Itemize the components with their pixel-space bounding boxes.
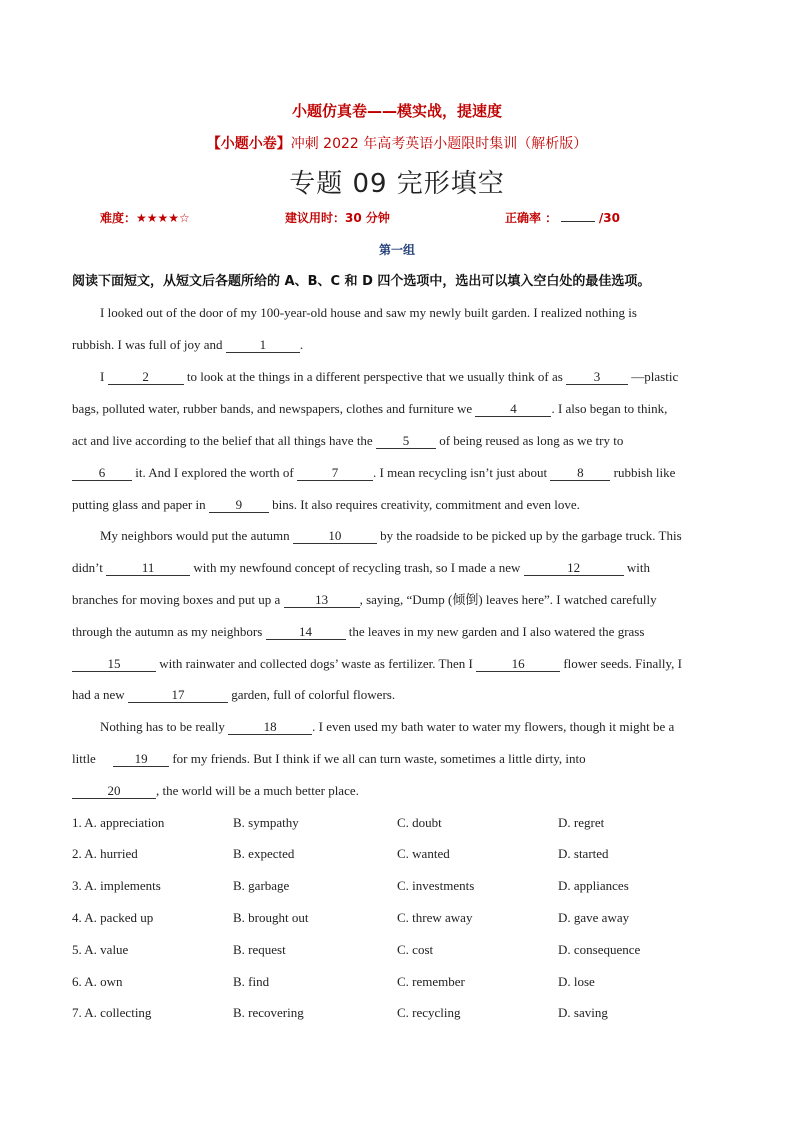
passage-text: didn’t	[72, 560, 107, 575]
exam-tag: 【小题小卷】	[206, 136, 291, 152]
blank-18[interactable]: 18	[228, 720, 312, 735]
blank-10[interactable]: 10	[293, 529, 377, 544]
blank-1[interactable]: 1	[226, 338, 300, 353]
passage-line	[72, 465, 722, 481]
passage-text: to look at the things in a different perspective that we usually think of as	[183, 369, 567, 384]
option-b[interactable]: B. brought out	[233, 910, 309, 925]
passage-text: , the world will be a much better place.	[156, 783, 359, 798]
passage-line	[72, 783, 722, 799]
group-title: 第一组	[378, 243, 415, 257]
passage-text: —plastic	[628, 369, 679, 384]
option-c[interactable]: C. remember	[397, 974, 465, 989]
blank-2[interactable]: 2	[108, 370, 184, 385]
exam-series-title: 小题仿真卷——模实战，提速度	[291, 102, 502, 120]
passage-text: rubbish like	[610, 465, 676, 480]
difficulty-label: 难度：	[100, 211, 137, 225]
option-a[interactable]: 5. A. value	[72, 942, 129, 957]
blank-3[interactable]: 3	[566, 370, 628, 385]
blank-14[interactable]: 14	[266, 625, 346, 640]
passage-text: . I even used my bath water to water my flowers, though it might be a	[312, 719, 675, 734]
passage-line	[72, 624, 722, 640]
option-c[interactable]: C. wanted	[397, 846, 450, 861]
passage-text: with	[623, 560, 651, 575]
option-b[interactable]: B. request	[233, 942, 286, 957]
passage-text: .	[299, 337, 304, 352]
exam-subtitle	[0, 133, 794, 153]
blank-7[interactable]: 7	[297, 466, 373, 481]
passage-text: through the autumn as my neighbors	[72, 624, 266, 639]
option-c[interactable]: C. doubt	[397, 815, 442, 830]
blank-13[interactable]: 13	[284, 593, 360, 608]
passage-line	[72, 751, 722, 767]
option-d[interactable]: D. appliances	[558, 878, 629, 893]
passage-line	[100, 528, 750, 544]
option-b[interactable]: B. find	[233, 974, 270, 989]
option-b[interactable]: B. expected	[233, 846, 295, 861]
passage-line	[72, 401, 722, 417]
passage-text: . I mean recycling isn’t just about	[373, 465, 551, 480]
passage-line	[72, 337, 722, 353]
blank-15[interactable]: 15	[72, 657, 156, 672]
accuracy-label: 正确率 ：	[505, 211, 558, 225]
topic-title: 专题 09 完形填空	[289, 169, 505, 199]
passage-line	[72, 433, 722, 449]
option-a[interactable]: 2. A. hurried	[72, 846, 138, 861]
passage-text: bags, polluted water, rubber bands, and newspapers, clothes and furniture we	[72, 401, 476, 416]
passage-line	[100, 305, 750, 321]
passage-text: My neighbors would put the autumn	[100, 528, 293, 543]
passage-line	[72, 687, 722, 703]
passage-line	[100, 369, 750, 385]
option-d[interactable]: D. regret	[558, 815, 605, 830]
passage-text: with my newfound concept of recycling trash, so I made a new	[190, 560, 524, 575]
difficulty-stars: ★★★★☆	[136, 211, 190, 225]
time-value: 30 分钟	[345, 211, 390, 225]
blank-6[interactable]: 6	[72, 466, 132, 481]
option-c[interactable]: C. threw away	[397, 910, 473, 925]
passage-text: I looked out of the door of my 100-year-old house and saw my newly built garden. I realized nothing is	[100, 305, 637, 320]
passage-line	[100, 719, 750, 735]
blank-20[interactable]: 20	[72, 784, 156, 799]
passage-text: with rainwater and collected dogs’ waste as fertilizer. Then I	[156, 656, 477, 671]
time-label: 建议用时：	[285, 211, 346, 225]
passage-text: little	[72, 751, 100, 766]
difficulty-meta	[100, 209, 190, 226]
passage-text: Nothing has to be really	[100, 719, 229, 734]
option-a[interactable]: 4. A. packed up	[72, 910, 154, 925]
passage-text: putting glass and paper in	[72, 497, 209, 512]
passage-text: garden, full of colorful flowers.	[227, 687, 396, 702]
option-d[interactable]: D. started	[558, 846, 609, 861]
option-c[interactable]: C. cost	[397, 942, 434, 957]
option-a[interactable]: 7. A. collecting	[72, 1005, 152, 1020]
passage-text: rubbish. I was full of joy and	[72, 337, 226, 352]
accuracy-meta	[505, 209, 620, 226]
passage-text: . I also began to think,	[551, 401, 668, 416]
passage-text: , saying, “Dump (倾倒) leaves here”. I watched carefully	[359, 592, 657, 607]
passage-text: branches for moving boxes and put up a	[72, 592, 284, 607]
option-b[interactable]: B. sympathy	[233, 815, 299, 830]
blank-4[interactable]: 4	[475, 402, 551, 417]
instructions: 阅读下面短文，从短文后各题所给的 A、B、C 和 D 四个选项中，选出可以填入空白处的最佳选项。	[72, 274, 651, 289]
time-meta	[285, 209, 390, 226]
passage-line	[72, 592, 722, 608]
exam-subtitle-text: 冲刺 2022 年高考英语小题限时集训（解析版）	[290, 136, 588, 152]
blank-11[interactable]: 11	[106, 561, 190, 576]
passage-line	[72, 656, 722, 672]
blank-9[interactable]: 9	[209, 498, 269, 513]
passage-line	[72, 560, 722, 576]
passage-text: by the roadside to be picked up by the garbage truck. This	[376, 528, 682, 543]
option-a[interactable]: 3. A. implements	[72, 878, 161, 893]
passage-text: of being reused as long as we try to	[435, 433, 624, 448]
option-d[interactable]: D. gave away	[558, 910, 630, 925]
option-d[interactable]: D. consequence	[558, 942, 641, 957]
passage-text: bins. It also requires creativity, commitment and even love.	[268, 497, 580, 512]
option-b[interactable]: B. recovering	[233, 1005, 304, 1020]
blank-8[interactable]: 8	[550, 466, 610, 481]
passage-text: had a new	[72, 687, 128, 702]
option-c[interactable]: C. recycling	[397, 1005, 461, 1020]
option-c[interactable]: C. investments	[397, 878, 475, 893]
passage-text: flower seeds. Finally, I	[560, 656, 682, 671]
option-a[interactable]: 6. A. own	[72, 974, 123, 989]
blank-17[interactable]: 17	[128, 688, 228, 703]
option-b[interactable]: B. garbage	[233, 878, 290, 893]
passage-text: I	[100, 369, 108, 384]
passage-text: it. And I explored the worth of	[132, 465, 297, 480]
option-d[interactable]: D. lose	[558, 974, 595, 989]
blank-19[interactable]: 19	[113, 752, 169, 767]
option-a[interactable]: 1. A. appreciation	[72, 815, 165, 830]
passage-text: the leaves in my new garden and I also watered the grass	[345, 624, 645, 639]
passage-text: for my friends. But I think if we all can turn waste, sometimes a little dirty, into	[169, 751, 586, 766]
blank-12[interactable]: 12	[524, 561, 624, 576]
blank-5[interactable]: 5	[376, 434, 436, 449]
accuracy-blank[interactable]	[561, 221, 595, 222]
option-d[interactable]: D. saving	[558, 1005, 608, 1020]
blank-16[interactable]: 16	[476, 657, 560, 672]
accuracy-total: /30	[598, 211, 620, 225]
passage-text: act and live according to the belief that all things have the	[72, 433, 376, 448]
passage-line	[72, 497, 722, 513]
